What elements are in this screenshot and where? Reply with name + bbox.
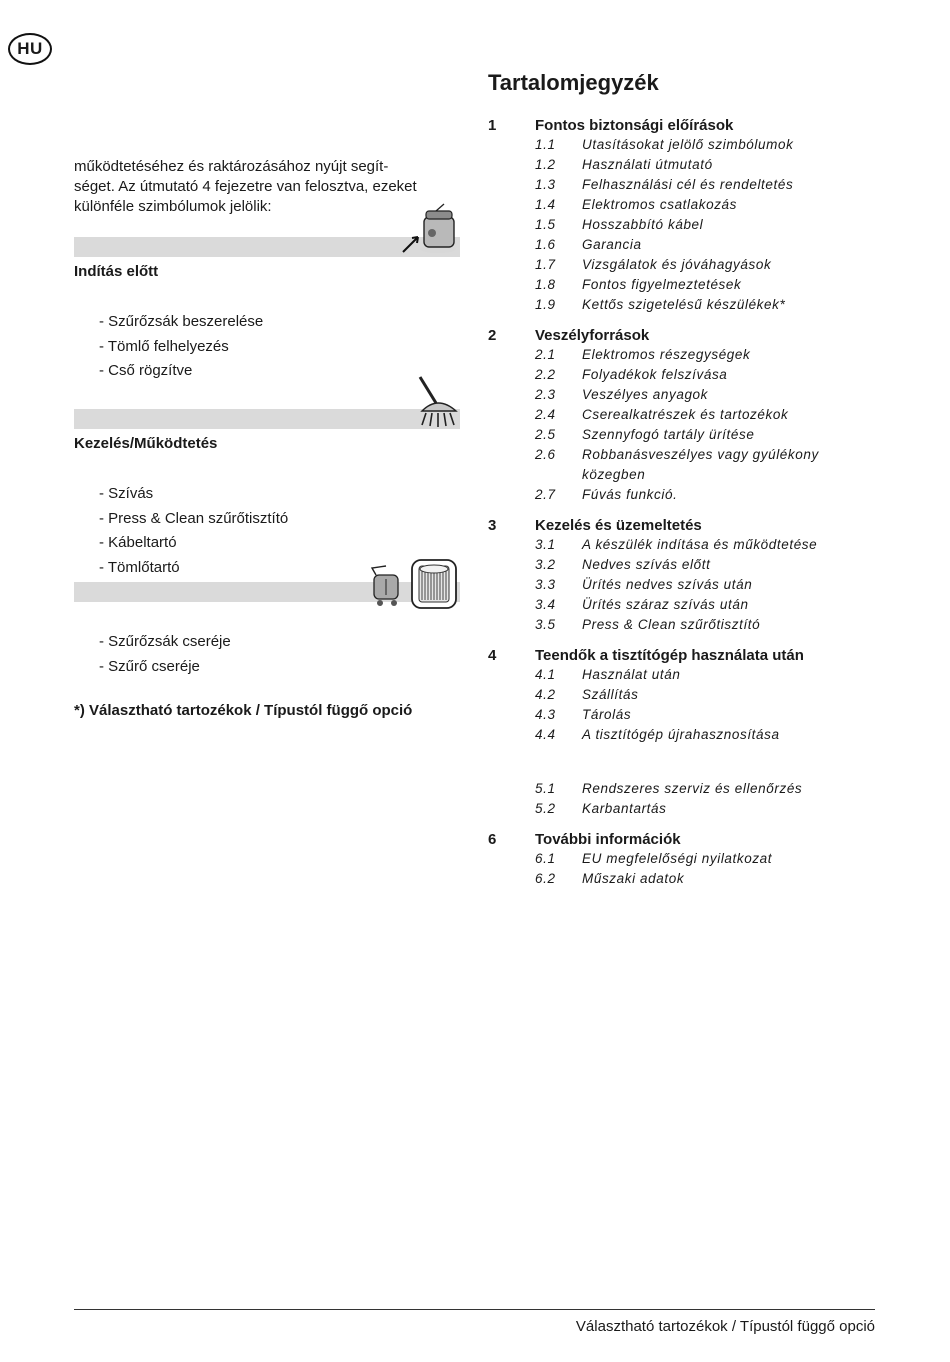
toc-entry-text: A készülék indítása és működtetése bbox=[582, 537, 818, 552]
toc-entry-number: 1.4 bbox=[535, 197, 556, 212]
toc-entry bbox=[488, 275, 908, 295]
toc-entry bbox=[488, 175, 908, 195]
toc-entry bbox=[488, 725, 908, 745]
toc-entry-text: Ürítés száraz szívás után bbox=[582, 597, 749, 612]
toc-chapter-title: Teendők a tisztítógép használata után bbox=[535, 647, 804, 664]
toc-entry-number: 1.5 bbox=[535, 217, 556, 232]
toc-chapter-title: Veszélyforrások bbox=[535, 327, 650, 344]
list-item: - Tömlőtartó bbox=[99, 559, 180, 577]
toc-chapter bbox=[488, 745, 908, 779]
toc-entry bbox=[488, 425, 908, 445]
toc-chapter-number: 3 bbox=[488, 517, 497, 534]
toc-entry-text: Használat után bbox=[582, 667, 681, 682]
toc-entry-text: Nedves szívás előtt bbox=[582, 557, 711, 572]
toc-entry-text: Fontos figyelmeztetések bbox=[582, 277, 742, 292]
toc-entry-text: Ürítés nedves szívás után bbox=[582, 577, 753, 592]
toc-entry-text: Hosszabbító kábel bbox=[582, 217, 704, 232]
toc-entry-number: 2.1 bbox=[535, 347, 556, 362]
toc-chapter bbox=[488, 326, 908, 345]
toc-chapter-number: 4 bbox=[488, 647, 497, 664]
list-item: - Press & Clean szűrőtisztító bbox=[99, 509, 289, 527]
toc-entry-number: 3.2 bbox=[535, 557, 556, 572]
toc-entry-text: Elektromos részegységek bbox=[582, 347, 751, 362]
toc-entry bbox=[488, 869, 908, 889]
toc-entry-text: Felhasználási cél és rendeltetés bbox=[582, 177, 794, 192]
optional-accessories-note: *) Választható tartozékok / Típustól függő opció bbox=[74, 702, 413, 719]
toc-entry-number: 1.3 bbox=[535, 177, 556, 192]
toc-entry bbox=[488, 485, 908, 505]
intro-line: működtetéséhez és raktározásához nyújt segít- bbox=[74, 158, 389, 175]
toc-entry bbox=[488, 195, 908, 215]
toc-chapter-number: 6 bbox=[488, 831, 497, 848]
toc-entry bbox=[488, 779, 908, 799]
toc-entry-text: Utasításokat jelölő szimbólumok bbox=[582, 137, 794, 152]
toc-entry bbox=[488, 295, 908, 315]
toc-entry-text: Kettős szigetelésű készülékek* bbox=[582, 297, 786, 312]
toc-entry bbox=[488, 405, 908, 425]
toc-entry-number: 1.8 bbox=[535, 277, 556, 292]
toc-entry-text: Garancia bbox=[582, 237, 642, 252]
toc-entry-text: Tárolás bbox=[582, 707, 632, 722]
toc-entry bbox=[488, 365, 908, 385]
toc-entry-number: 4.2 bbox=[535, 687, 556, 702]
toc-entry bbox=[488, 705, 908, 725]
toc-entry-number: 4.1 bbox=[535, 667, 556, 682]
intro-line: séget. Az útmutató 4 fejezetre van felosztva, ezeket bbox=[74, 178, 417, 195]
list-item: - Tömlő felhelyezés bbox=[99, 337, 229, 355]
toc-entry-text: EU megfelelőségi nyilatkozat bbox=[582, 851, 773, 866]
toc-entry bbox=[488, 685, 908, 705]
language-badge: HU bbox=[8, 33, 52, 65]
toc-entry-number: 6.2 bbox=[535, 871, 556, 886]
toc-entry-text: Szennyfogó tartály ürítése bbox=[582, 427, 755, 442]
toc-entry-text: Press & Clean szűrőtisztító bbox=[582, 617, 761, 632]
toc-entry-number: 1.7 bbox=[535, 257, 556, 272]
section-items bbox=[99, 482, 288, 581]
toc-entry-number: 1.2 bbox=[535, 157, 556, 172]
toc-entry-number: 3.4 bbox=[535, 597, 556, 612]
section-items bbox=[99, 310, 263, 384]
footer-note: Választható tartozékok / Típustól függő opció bbox=[575, 1318, 875, 1335]
toc-entry bbox=[488, 535, 908, 555]
list-item: - Cső rögzítve bbox=[99, 362, 193, 380]
toc-entry-number: 5.2 bbox=[535, 801, 556, 816]
toc-entry-text: A tisztítógép újrahasznosítása bbox=[582, 727, 780, 742]
toc-entry-text: Robbanásveszélyes vagy gyúlékony közegben bbox=[582, 447, 819, 482]
intro-line: különféle szimbólumok jelölik: bbox=[74, 198, 272, 215]
toc-chapter bbox=[488, 830, 908, 849]
toc-entry-number: 2.2 bbox=[535, 367, 556, 382]
toc-chapter-number: 2 bbox=[488, 327, 497, 344]
toc-entry bbox=[488, 595, 908, 615]
toc-entry bbox=[488, 799, 908, 819]
toc-entry-number: 2.4 bbox=[535, 407, 556, 422]
floor-nozzle-icon bbox=[414, 375, 462, 429]
toc-entry-text: Cserealkatrészek és tartozékok bbox=[582, 407, 789, 422]
toc-entry bbox=[488, 849, 908, 869]
toc-entry-number: 1.6 bbox=[535, 237, 556, 252]
toc-entry-number: 3.5 bbox=[535, 617, 556, 632]
toc-entry bbox=[488, 215, 908, 235]
toc-entry-number: 2.3 bbox=[535, 387, 556, 402]
toc-chapter-title: Kezelés és üzemeltetés bbox=[535, 517, 702, 534]
toc-entry-text: Szállítás bbox=[582, 687, 639, 702]
toc-entry-number: 3.3 bbox=[535, 577, 556, 592]
toc-entry-text: Karbantartás bbox=[582, 801, 667, 816]
toc-chapter bbox=[488, 516, 908, 535]
list-item: - Szűrő cseréje bbox=[99, 657, 200, 675]
toc-chapter bbox=[488, 116, 908, 135]
section-title: Indítás előtt bbox=[74, 263, 159, 280]
table-of-contents bbox=[488, 116, 908, 889]
toc-entry-number: 1.9 bbox=[535, 297, 556, 312]
toc-entry-text: Rendszeres szerviz és ellenőrzés bbox=[582, 781, 803, 796]
toc-entry-text: Műszaki adatok bbox=[582, 871, 685, 886]
toc-entry bbox=[488, 445, 908, 485]
list-item: - Kábeltartó bbox=[99, 534, 177, 552]
toc-entry-number: 4.4 bbox=[535, 727, 556, 742]
toc-entry-number: 1.1 bbox=[535, 137, 556, 152]
toc-entry bbox=[488, 255, 908, 275]
toc-entry bbox=[488, 615, 908, 635]
toc-entry-text: Folyadékok felszívása bbox=[582, 367, 728, 382]
toc-entry-text: Elektromos csatlakozás bbox=[582, 197, 738, 212]
list-item: - Szívás bbox=[99, 485, 154, 502]
toc-chapter bbox=[488, 646, 908, 665]
toc-entry-text: Veszélyes anyagok bbox=[582, 387, 709, 402]
toc-entry-number: 6.1 bbox=[535, 851, 556, 866]
toc-entry-number: 2.5 bbox=[535, 427, 556, 442]
filter-cartridge-icon bbox=[411, 559, 457, 609]
vacuum-emptying-icon bbox=[366, 565, 408, 609]
toc-entry-number: 3.1 bbox=[535, 537, 556, 552]
list-item: - Szűrőzsák cseréje bbox=[99, 633, 231, 650]
toc-entry-number: 5.1 bbox=[535, 781, 556, 796]
toc-entry-text: Használati útmutató bbox=[582, 157, 713, 172]
toc-chapter-title: Fontos biztonsági előírások bbox=[535, 117, 734, 134]
section-items bbox=[99, 630, 231, 679]
toc-entry-number: 4.3 bbox=[535, 707, 556, 722]
toc-entry bbox=[488, 135, 908, 155]
toc-entry bbox=[488, 235, 908, 255]
toc-entry bbox=[488, 665, 908, 685]
toc-entry bbox=[488, 555, 908, 575]
toc-entry-text: Vizsgálatok és jóváhagyások bbox=[582, 257, 772, 272]
toc-chapter-title: További információk bbox=[535, 831, 681, 848]
toc-chapter-number: 1 bbox=[488, 117, 497, 134]
toc-entry bbox=[488, 385, 908, 405]
vacuum-assembly-icon bbox=[400, 203, 462, 255]
footer-divider bbox=[74, 1309, 875, 1310]
toc-entry bbox=[488, 345, 908, 365]
toc-entry-number: 2.7 bbox=[535, 487, 556, 502]
toc-entry bbox=[488, 155, 908, 175]
toc-entry-text: Fúvás funkció. bbox=[582, 487, 678, 502]
section-title: Kezelés/Működtetés bbox=[74, 435, 218, 452]
section-bar bbox=[74, 409, 460, 429]
list-item: - Szűrőzsák beszerelése bbox=[99, 313, 264, 330]
toc-entry bbox=[488, 575, 908, 595]
toc-entry-number: 2.6 bbox=[535, 447, 556, 462]
toc-title: Tartalomjegyzék bbox=[488, 70, 659, 95]
